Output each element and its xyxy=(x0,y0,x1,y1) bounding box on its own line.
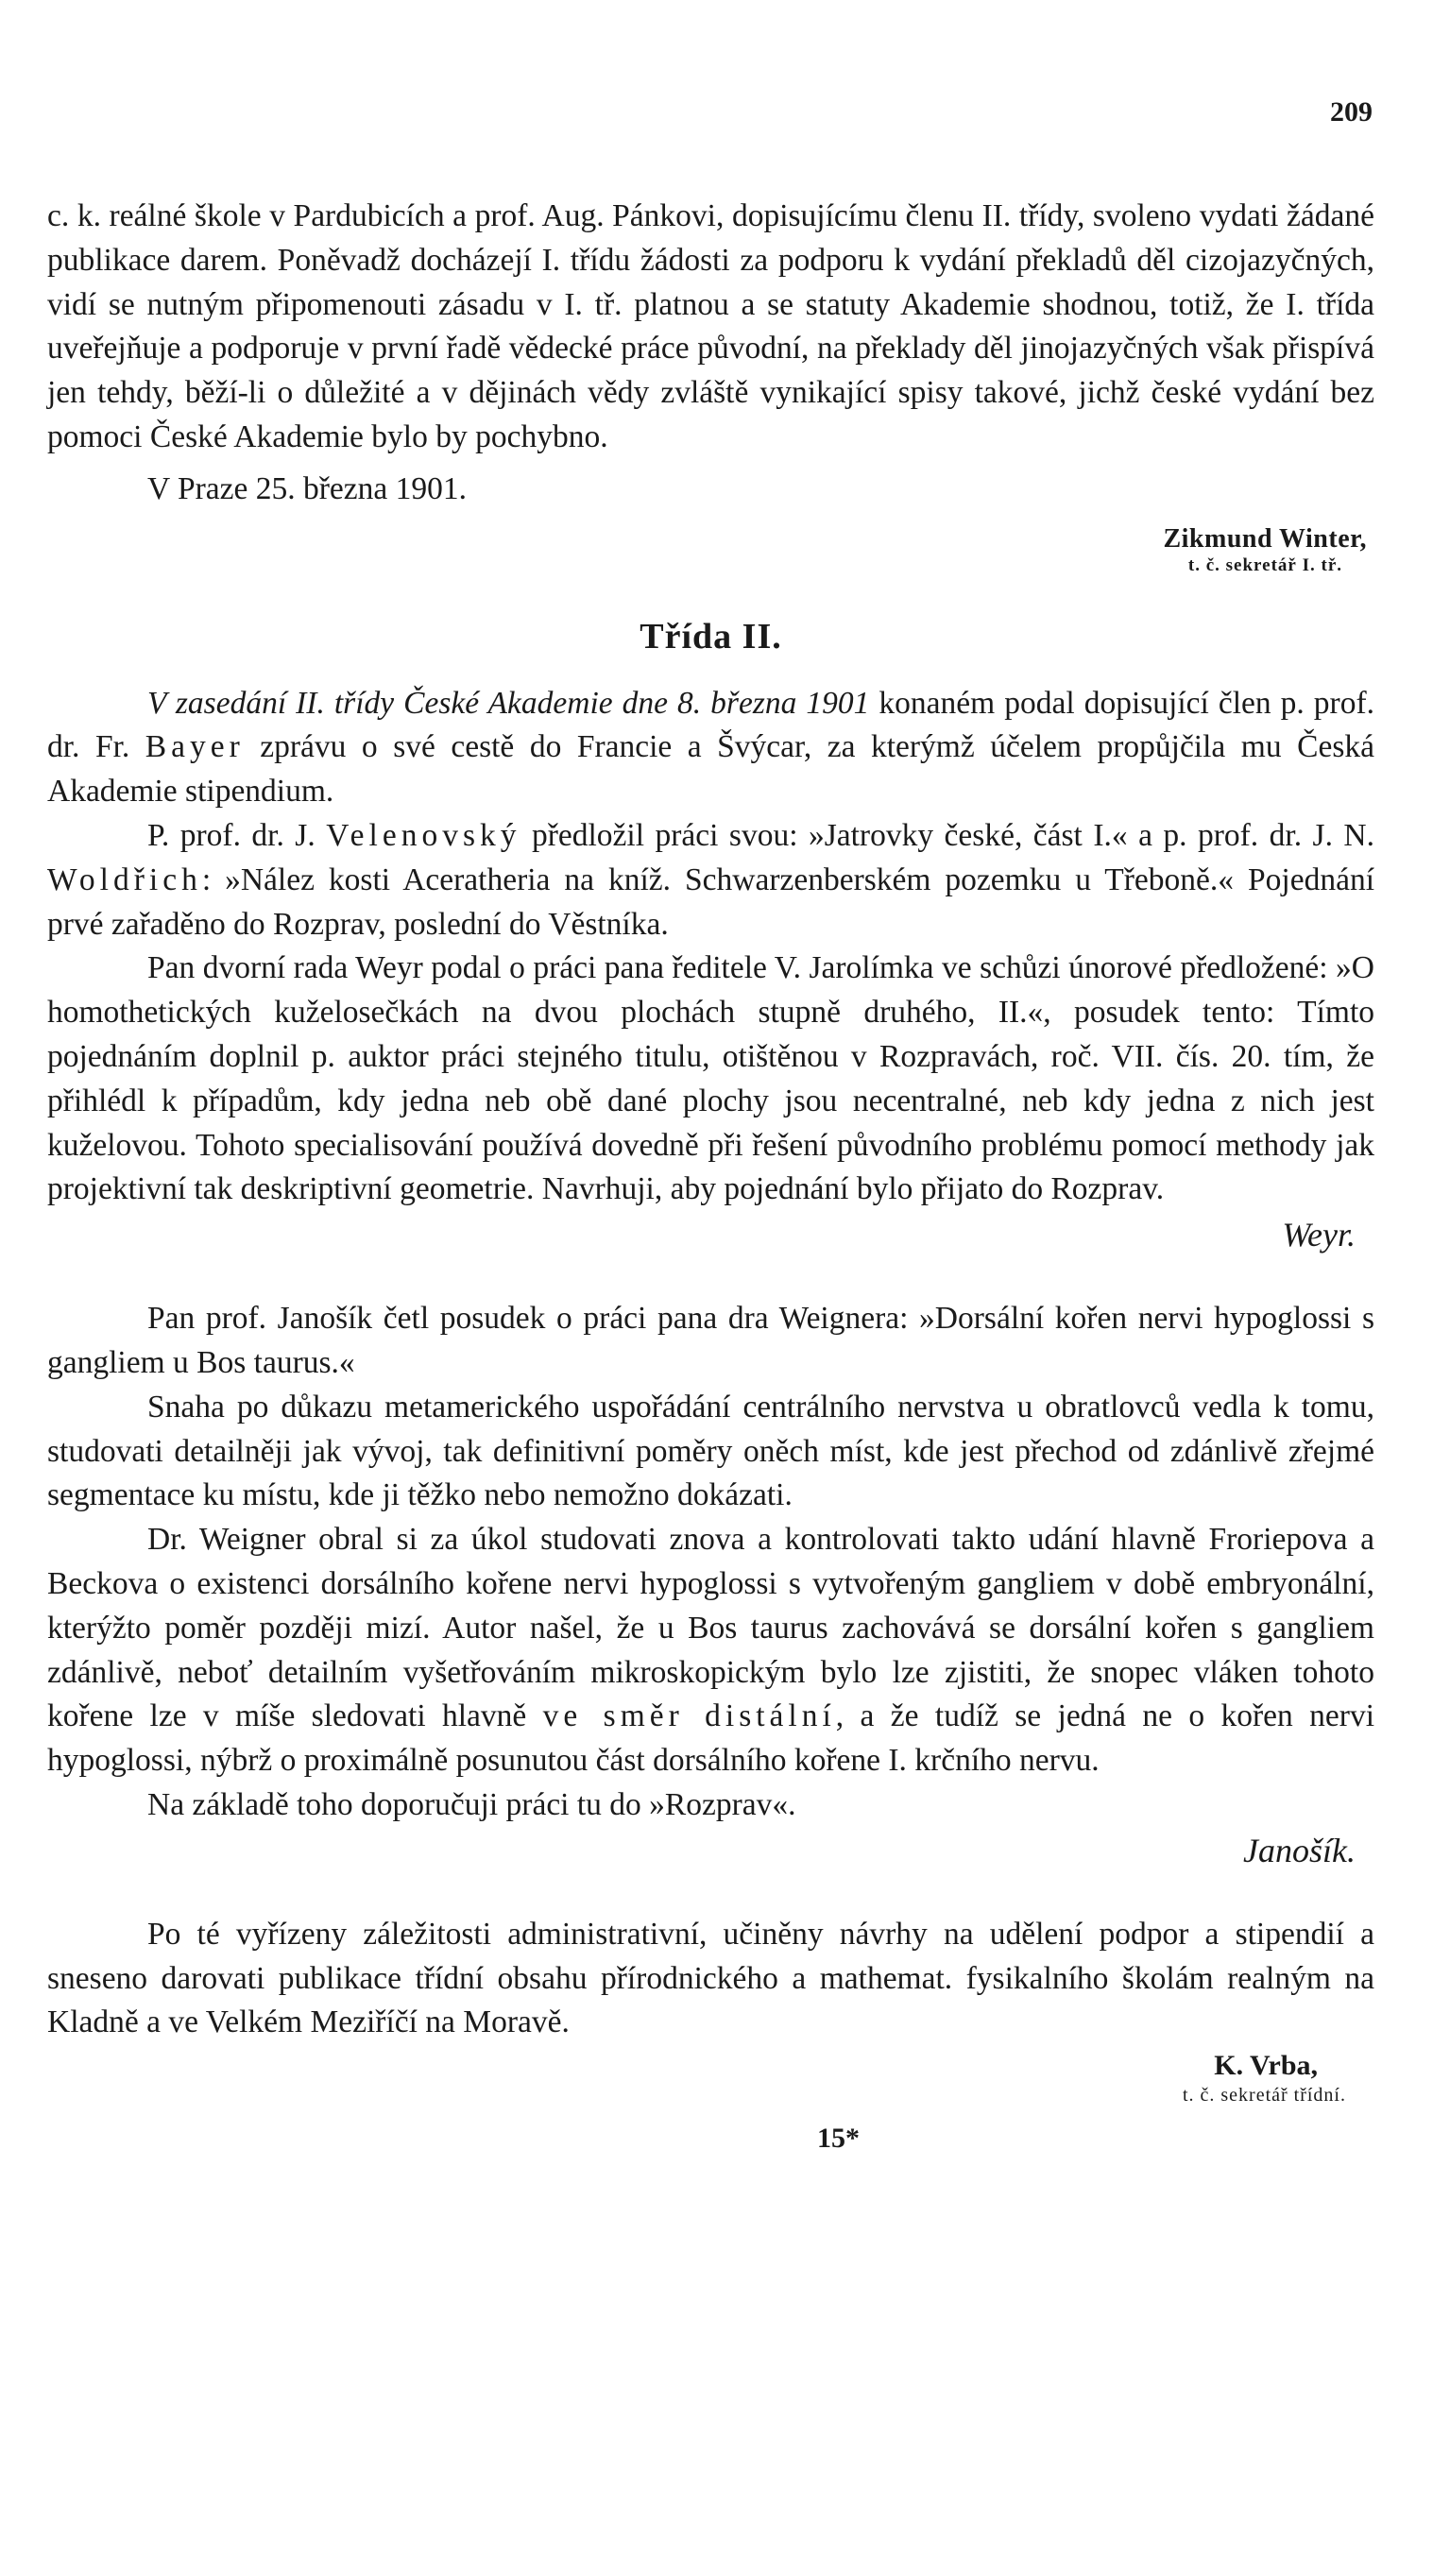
signature-role: t. č. sekretář třídní. xyxy=(1182,2085,1346,2107)
weyr-signature: Weyr. xyxy=(1282,1216,1356,1254)
text-run: předložil práci svou: »Jatrovky české, část I.« a p. prof. dr. J. N. xyxy=(520,817,1374,853)
janosik-intro-paragraph: Pan prof. Janošík četl posudek o práci pana dra Weignera: »Dorsální kořen nervi hypoglossi s gangliem u Bos taurus.« xyxy=(47,1301,1374,1380)
spacer xyxy=(47,1257,1374,1297)
session-date-phrase: V zasedání II. třídy České Akademie dne 8. března 1901 xyxy=(147,685,870,721)
text-run: , a že tudíž se jedná ne o kořen nervi hypoglossi, nýbrž o proximálně posunutou část dorsálního kořene I. krčního nervu. xyxy=(47,1698,1375,1779)
text-run: P. prof. dr. J. xyxy=(147,817,327,853)
metamerism-paragraph: Snaha po důkazu metamerického uspořádání centrálního nervstva u obratlovců vedla k tomu, studovati detailněji jak vývoj, tak definitivní poměry oněch míst, kde jest přechod od zdánlivě zřejmé segmentace ku místu, kde ji těžko nebo nemožno dokázati. xyxy=(47,1389,1374,1513)
person-name: Woldřich xyxy=(47,862,202,897)
signature-role: t. č. sekretář I. tř. xyxy=(1187,554,1342,575)
section-title: Třída II. xyxy=(640,616,782,657)
janosik-signature: Janošík. xyxy=(1243,1831,1356,1869)
text-run: zprávu o své cestě do Francie a Švýcar, za kterýmž účelem propůjčila mu Česká Akademie stipendium. xyxy=(47,729,1374,810)
signature-mark: 15* xyxy=(817,2123,860,2155)
emphasis-text: ve směr distální xyxy=(542,1698,836,1734)
person-name: Bayer xyxy=(145,729,245,765)
weyr-review-paragraph: Pan dvorní rada Weyr podal o práci pana ředitele V. Jarolímka ve schůzi únorové předložené: »O homothetických kuželosečkách na dvou plochách stupně druhého, II.«, posudek tento: Tímto pojednáním doplnil p. auktor práci stejného titulu, otištěnou v Rozpravách, roč. VII. čís. 20. tím, že přihlédl k případům, kdy jedna neb obě dané plochy jsou necentralné, neb kdy jedna z nich jest kuželovou. Tohoto specialisování používá dovedně při řešení původního problému pomocí methody jak projektivní tak deskriptivní geometrie. Navrhuji, aby pojednání bylo přijato do Rozprav. xyxy=(47,950,1374,1207)
administrative-paragraph: Po té vyřízeny záležitosti administrativní, učiněny návrhy na udělení podpor a stipendií a sneseno darovati publikace třídní obsahu přírodnického a mathemat. fysikalního školám realným na Kladně a ve Velkém Meziříčí na Moravě. xyxy=(47,1916,1374,2040)
vrba-signature xyxy=(47,2049,1346,2107)
text-run: Dr. Weigner obral si za úkol studovati znova a kontrolovati takto udání hlavně Froriepova a Beckova o existenci dorsálního kořene nervi hypoglossi s vytvořeným gangliem v době embryonální, kterýžto poměr později mizí. Autor našel, že u Bos taurus zachovává se dorsální kořen s gangliem zdánlivě, neboť detailním vyšetřováním mikroskopickým bylo lze zjistiti, že snopec vláken tohoto kořene lze v míše sledovati hlavně xyxy=(47,1522,1374,1734)
signature-name: K. Vrba, xyxy=(1214,2050,1318,2082)
text-run: : »Nález kosti Aceratheria na kníž. Schwarzenberském pozemku u Třeboně.« Pojednání prvé zařaděno do Rozprav, poslední do Věstníka. xyxy=(47,862,1374,942)
weigner-paragraph xyxy=(47,1518,1374,1783)
signature-name: Zikmund Winter, xyxy=(1163,523,1367,554)
session-paragraph xyxy=(47,682,1374,814)
recommendation-paragraph: Na základě toho doporučuji práci tu do »Rozprav«. xyxy=(147,1786,796,1822)
report-date: V Praze 25. března 1901. xyxy=(147,470,467,506)
winter-signature xyxy=(47,523,1367,576)
report-paragraph: c. k. reálné škole v Pardubicích a prof. Aug. Pánkovi, dopisujícímu členu II. třídy, svoleno vydati žádané publikace darem. Poněvadž docházejí I. třídu žádosti za podporu k vydání překladů děl cizojazyčných, vidí se nutným připomenouti zásadu v I. tř. platnou a se statuty Akademie shodnou, totiž, že I. třída uveřejňuje a podporuje v první řadě vědecké práce původní, na překlady děl jinojazyčných však přispívá jen tehdy, běží-li o důležité a v dějinách vědy zvláště vynikající spisy takové, jichž české vydání bez pomoci České Akademie bylo by pochybno. xyxy=(47,198,1374,454)
spacer xyxy=(47,1873,1374,1913)
person-name: Velenovský xyxy=(326,817,521,853)
page-number: 209 xyxy=(1330,96,1373,128)
submissions-paragraph xyxy=(47,814,1374,947)
document-body xyxy=(47,195,1374,2161)
text-run: konaném podal dopisující člen p. prof. dr. Fr. xyxy=(47,685,1374,765)
